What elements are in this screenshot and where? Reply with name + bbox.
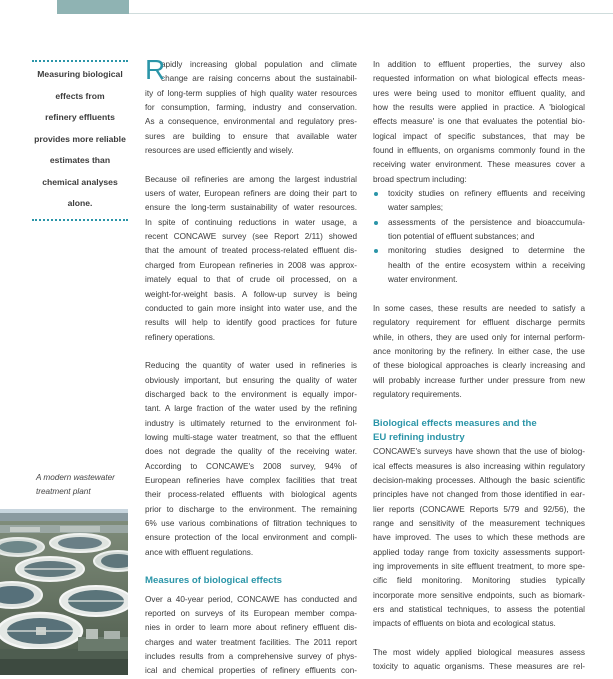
text-line: weight-for-weight basis. A follow-up survey is being — [145, 289, 357, 299]
text-line: In some cases, these results are needed to satisfy a — [373, 303, 585, 313]
text-line: lier reports (CONCAWE Reports 5/79 and 92/56), the — [373, 504, 585, 514]
wastewater-plant-photo — [0, 509, 128, 675]
list-item — [373, 187, 585, 216]
page-header-bar — [0, 0, 613, 16]
drop-cap: R — [145, 54, 166, 85]
photo-caption — [36, 471, 128, 499]
text-line: ance monitoring by the refinery. In either case, the use — [373, 346, 585, 356]
body-column-right — [373, 58, 585, 675]
text-line: range and sensitivity of the measurement techniques — [373, 519, 585, 528]
paragraph — [145, 359, 357, 560]
text-line: Reducing the quantity of water used in refineries is — [145, 361, 357, 371]
wastewater-plant-illustration — [0, 509, 128, 675]
text-line: health of the entire ecosystem within a receiving — [388, 260, 585, 270]
pull-quote-line: refinery effluents — [45, 112, 115, 122]
text-line: In spite of continuing reductions in water usage, a — [145, 217, 357, 227]
text-line: European refineries have complex facilities that treat — [145, 475, 357, 485]
pull-quote-bottom-rule — [32, 219, 128, 221]
pull-quote-line: alone. — [67, 198, 93, 208]
text-line: ers and statistical techniques, to assess the potential — [373, 605, 585, 615]
text-line: while, in others, they are used only for internal perform- — [373, 332, 585, 342]
text-line: charged from European refineries in 2008 was approx- — [145, 260, 357, 270]
text-line: resources are used efficiently and wisely. — [145, 146, 294, 156]
text-line: toxicity studies on refinery effluents and receiving — [388, 189, 585, 199]
paragraph — [373, 58, 585, 288]
text-line: how the results were applied in practice. A 'biological — [373, 103, 585, 113]
text-line: recent CONCAWE survey (see Report 2/11) showed — [145, 232, 357, 242]
text-line: regulatory requirements. — [373, 389, 462, 399]
text-line: Over a 40-year period, CONCAWE has conducted and — [145, 594, 357, 604]
section-heading-line: EU refining industry — [373, 431, 465, 443]
text-line: change are raising concerns about the sustainabil- — [161, 74, 357, 84]
text-line: tant. A large fraction of the water used by the refining — [145, 404, 357, 414]
text-line: reported on surveys of its European member compa- — [145, 609, 357, 619]
text-line: for consumption, farming, industry and conservation. — [145, 103, 357, 113]
header-rule — [129, 13, 613, 14]
text-line: water samples; — [388, 203, 444, 213]
paragraph — [145, 54, 357, 158]
text-line: principles have not changed from those identified in ear- — [373, 490, 585, 500]
text-line: Because oil refineries are among the largest industrial — [145, 174, 357, 184]
text-line: charges and water treatment facilities. The 2011 report — [145, 637, 357, 647]
text-line: 6% use various combinations of filtration techniques to — [145, 519, 357, 528]
text-line: ures were being used to monitor effluent quality, and — [373, 88, 585, 98]
text-line: industry is ultimately returned to the environment fol- — [145, 418, 357, 428]
pull-quote-line: effects from — [55, 90, 105, 101]
text-line: water environment. — [388, 275, 458, 285]
paragraph — [145, 173, 357, 345]
text-line: decision-making processes. Although the basic scientific — [373, 475, 585, 485]
text-line: According to CONCAWE's 2008 survey, 94% of — [145, 461, 357, 471]
text-line: ing improvements in site effluent treatment, to more spe- — [373, 562, 585, 572]
text-line: incorporate more sensitive endpoints, such as biomark- — [373, 590, 585, 600]
text-line: includes results from a comprehensive survey of phys- — [145, 652, 357, 662]
paragraph — [373, 445, 585, 631]
paragraph — [373, 302, 585, 402]
text-line: tion potential of effluent substances; and — [388, 232, 535, 242]
text-line: broad spectrum including: — [373, 174, 467, 184]
pull-quote-line: provides more reliable — [34, 133, 126, 144]
text-line: CONCAWE's surveys have shown that the use of biolog- — [373, 447, 585, 457]
header-tab — [57, 0, 129, 14]
list-item — [373, 216, 585, 245]
text-line: cific field monitoring. Monitoring studies typically — [373, 576, 585, 586]
text-line: ensure the long-term sustainability of water resources. — [145, 203, 357, 213]
text-line: toxicity to aquatic organisms. These measures are rel- — [373, 662, 585, 672]
photo-caption-line: treatment plant — [36, 487, 91, 496]
section-heading-line: Biological effects measures and the — [373, 417, 537, 429]
list-item — [373, 244, 585, 287]
pull-quote-line: chemical analyses — [42, 176, 118, 187]
text-line: ical and chemical properties of refinery effluents con- — [145, 666, 357, 676]
text-line: discharged back to the environment is equally impor- — [145, 389, 357, 399]
text-line: refinery operations. — [145, 332, 216, 342]
text-line: prior to discharge to the environment. The remaining — [145, 504, 357, 514]
text-line: ity of long-term supplies of high quality water resources — [145, 88, 357, 98]
text-line: regulatory requirement for effluent discharge permits — [373, 318, 585, 328]
text-line: users of water, European refiners are doing their part to — [145, 189, 357, 199]
text-line: lowing multi-stage water treatment, so that the effluent — [145, 432, 357, 442]
bullet-list — [373, 187, 585, 287]
text-line: applied today range from toxicity assessments support- — [373, 547, 585, 557]
paragraph — [373, 646, 585, 675]
pull-quote-top-rule — [32, 60, 128, 62]
text-line: logical impact of specific substances, that may be — [373, 131, 585, 141]
text-line: impacts of effluents on biota and ecological status. — [373, 619, 556, 629]
section-heading: Measures of biological effects — [145, 575, 283, 587]
text-line: requested information on what biological effects meas- — [373, 74, 585, 84]
text-line: conducted to gain more insight into water use, and the — [145, 303, 357, 313]
text-line: As a consequence, environmental and regulatory pres- — [145, 117, 357, 127]
text-line: ensure protection of the local environment and compli- — [145, 533, 357, 543]
text-line: monitoring studies designed to determine the — [388, 246, 585, 256]
text-line: of these biological approaches is clearly increasing and — [373, 361, 585, 371]
pull-quote-line: estimates than — [49, 155, 111, 165]
text-line: nies in order to learn more about refinery effluent dis- — [145, 623, 357, 633]
text-line: does not degrade the quality of the receiving water. — [145, 447, 357, 457]
text-line: ical effects measures is also increasing within regulatory — [373, 461, 585, 471]
text-line: obviously important, but ensuring the quality of water — [145, 375, 357, 385]
text-line: imately equal to that of crude oil processed, on a — [145, 275, 357, 285]
text-line: have improved. The uses to which these methods are — [373, 533, 585, 543]
paragraph — [145, 593, 357, 679]
section-heading — [373, 417, 585, 446]
text-line: that the amount of treated process-related effluent dis- — [145, 246, 357, 256]
text-line: will probably increase further under pressure from new — [373, 375, 585, 385]
text-line: assessments of the persistence and bioaccumula- — [388, 217, 585, 227]
text-line: ance with effluent regulations. — [145, 547, 254, 557]
text-line: apidly increasing global population and climate — [161, 60, 357, 69]
body-column-left — [145, 54, 357, 679]
text-line: receiving water environment. These measures cover a — [373, 160, 585, 170]
text-line: effects measure' is one that evaluates the potential bio- — [373, 117, 585, 127]
text-line: sures are building to ensure that available water — [145, 131, 357, 141]
text-line: In addition to effluent properties, the survey also — [373, 60, 585, 69]
photo-caption-line: A modern wastewater — [36, 473, 115, 482]
text-line: The most widely applied biological measures assess — [373, 648, 585, 658]
text-line: found in effluents, on organisms commonly found in the — [373, 146, 585, 156]
text-line: their process-related effluents with biological agents — [145, 490, 357, 500]
text-line: results will help to identify good practices for future — [145, 318, 357, 328]
pull-quote-line: Measuring biological — [37, 69, 123, 79]
pull-quote — [34, 60, 126, 221]
